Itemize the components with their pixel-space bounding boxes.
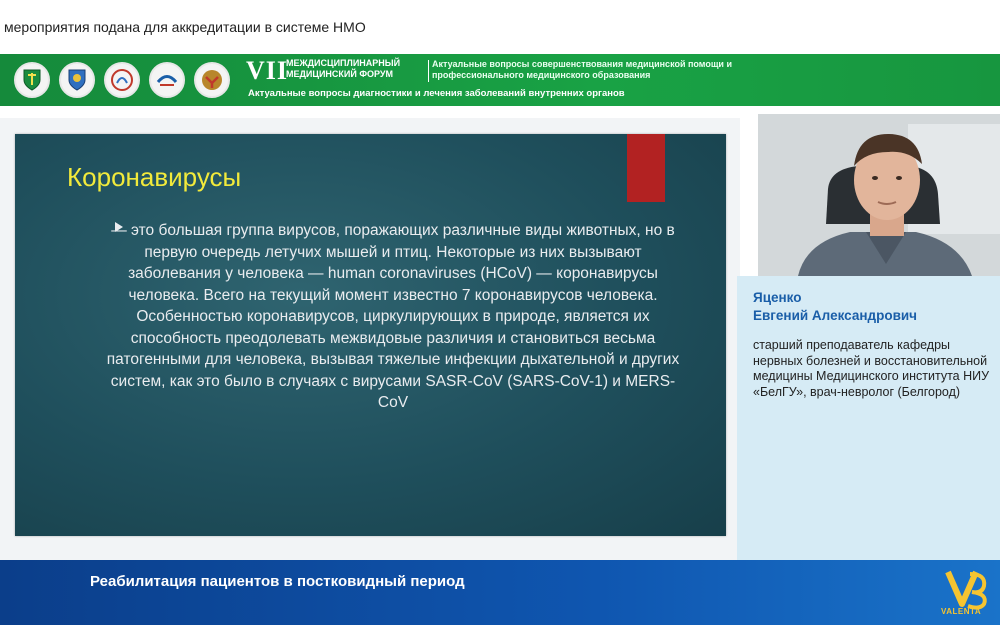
brand-name: VALENTA xyxy=(941,607,982,616)
presentation-slide xyxy=(15,134,726,536)
crest-icon xyxy=(14,62,50,98)
forum-subtitle: Актуальные вопросы диагностики и лечения заболеваний внутренних органов xyxy=(248,88,625,99)
speaker-surname: Яценко xyxy=(753,290,802,305)
forum-topic: Актуальные вопросы совершенствования медицинской помощи и профессионального медицинского образования xyxy=(432,59,732,80)
ticker-text: мероприятия подана для аккредитации в системе НМО xyxy=(4,19,366,35)
forum-numeral: VII xyxy=(246,56,289,85)
speaker-portrait-icon xyxy=(758,114,1000,276)
clinic-logo-icon xyxy=(149,62,185,98)
banner-divider xyxy=(428,60,429,82)
session-title: Реабилитация пациентов в постковидный период xyxy=(90,573,465,590)
speaker-given-names: Евгений Александрович xyxy=(753,308,918,323)
city-emblem-icon xyxy=(59,62,95,98)
forum-banner xyxy=(0,54,1000,106)
bullet-text: — это большая группа вирусов, поражающих различные виды животных, но в первую очередь летучих мышей и птиц. Некоторые из них вызывают заболевания у человека — human coronaviruses (HCoV) — коронавирусы человека. Всего на текущий момент известно 7 коронавирусов человека. Особенностью коронавирусов, циркулирующих в природе, является их способность преодолевать межвидовые различия и становиться весьма патогенными для человека, вызывая тяжелые инфекции дыхательной и других систем, как это было в случаях с вирусами SASR-CoV (SARS-CoV-1) и MERS-CoV xyxy=(106,222,680,411)
speaker-info-panel xyxy=(737,276,1000,560)
forum-name: МЕЖДИСЦИПЛИНАРНЫЙ МЕДИЦИНСКИЙ ФОРУМ xyxy=(286,58,401,79)
slide-accent-bar xyxy=(627,134,665,202)
double-headed-eagle-icon xyxy=(194,62,230,98)
university-logo-icon xyxy=(104,62,140,98)
ticker-bar xyxy=(0,0,1000,54)
slide-body-text xyxy=(103,220,683,414)
slide-title: Коронавирусы xyxy=(67,162,242,192)
partner-logos xyxy=(14,62,230,98)
speaker-description: старший преподаватель кафедры нервных болезней и восстановительной медицины Медицинского института НИУ «БелГУ», врач-невролог (Белгород) xyxy=(753,338,990,399)
speaker-video xyxy=(758,114,1000,276)
lower-third-footer xyxy=(0,560,1000,625)
